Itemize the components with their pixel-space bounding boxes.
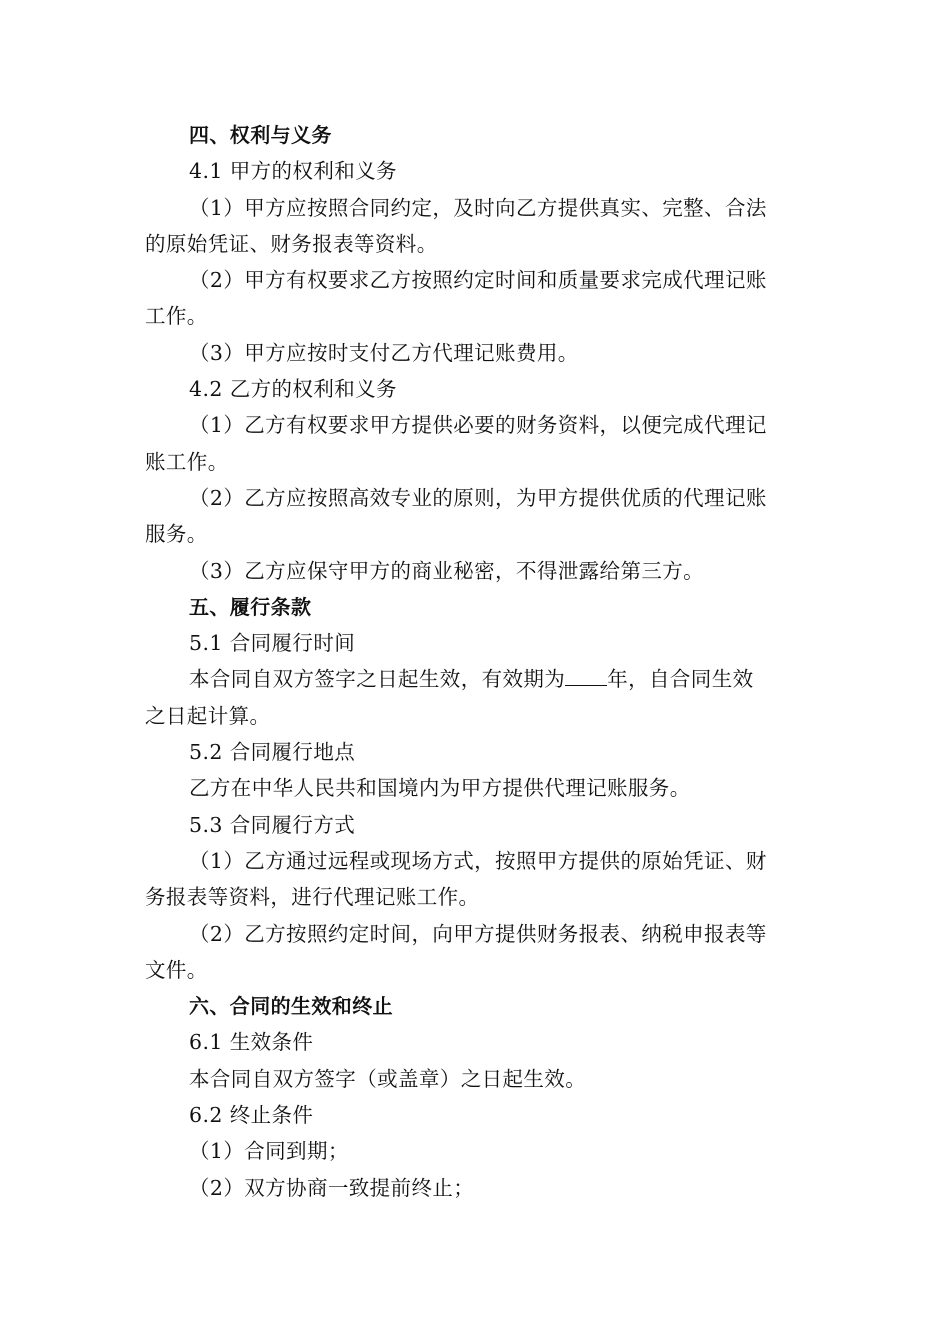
paragraph-line: （1）乙方通过远程或现场方式，按照甲方提供的原始凭证、财	[189, 848, 767, 873]
paragraph-line: （2）甲方有权要求乙方按照约定时间和质量要求完成代理记账	[189, 268, 767, 293]
subsection-title: 4.1 甲方的权利和义务	[189, 159, 397, 184]
paragraph-text: 本合同自双方签字之日起生效，有效期为	[189, 667, 566, 692]
subsection-title: 6.2 终止条件	[189, 1103, 314, 1128]
paragraph-line: 本合同自双方签字（或盖章）之日起生效。	[189, 1066, 587, 1091]
paragraph-line: 之日起计算。	[145, 703, 271, 728]
paragraph-line: （3）甲方应按时支付乙方代理记账费用。	[189, 340, 579, 365]
section-heading: 五、履行条款	[189, 594, 312, 619]
subsection-title: 4.2 乙方的权利和义务	[189, 377, 397, 402]
subsection-title: 6.1 生效条件	[189, 1030, 314, 1055]
paragraph-line: 账工作。	[145, 449, 229, 474]
fill-in-blank[interactable]	[565, 667, 607, 686]
document-body	[145, 117, 810, 1206]
paragraph-line	[145, 661, 810, 697]
paragraph-line: （2）双方协商一致提前终止；	[189, 1175, 475, 1200]
paragraph-line: 工作。	[145, 304, 208, 329]
paragraph-line: （3）乙方应保守甲方的商业秘密，不得泄露给第三方。	[189, 558, 705, 583]
paragraph-line: （1）乙方有权要求甲方提供必要的财务资料，以便完成代理记	[189, 413, 767, 438]
paragraph-line: 文件。	[145, 957, 208, 982]
paragraph-line: 的原始凭证、财务报表等资料。	[145, 231, 438, 256]
section-heading: 六、合同的生效和终止	[189, 994, 393, 1019]
section-heading: 四、权利与义务	[189, 123, 332, 147]
paragraph-line: （2）乙方按照约定时间，向甲方提供财务报表、纳税申报表等	[189, 921, 767, 946]
paragraph-line: （1）甲方应按照合同约定，及时向乙方提供真实、完整、合法	[189, 195, 767, 220]
subsection-title: 5.3 合同履行方式	[189, 812, 356, 837]
subsection-title: 5.1 合同履行时间	[189, 631, 356, 656]
paragraph-line: （2）乙方应按照高效专业的原则，为甲方提供优质的代理记账	[189, 485, 767, 510]
paragraph-line: 务报表等资料，进行代理记账工作。	[145, 885, 480, 910]
paragraph-line: 乙方在中华人民共和国境内为甲方提供代理记账服务。	[189, 776, 691, 801]
subsection-title: 5.2 合同履行地点	[189, 740, 356, 765]
paragraph-text: 年，自合同生效	[607, 667, 754, 692]
paragraph-line: （1）合同到期；	[189, 1139, 349, 1164]
paragraph-line: 服务。	[145, 522, 208, 547]
